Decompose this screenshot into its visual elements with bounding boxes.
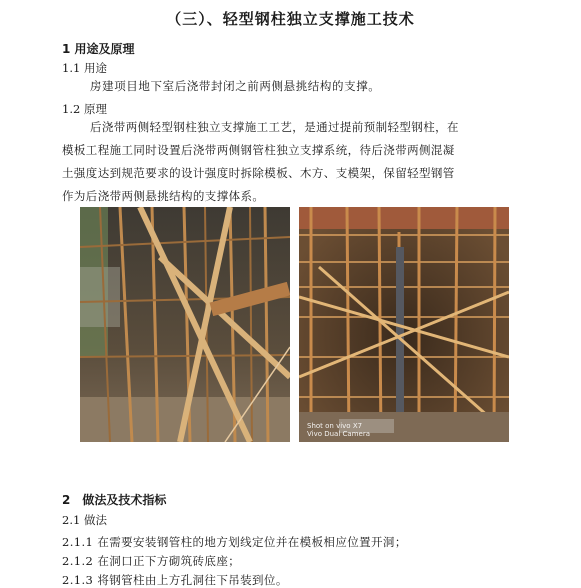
principle-line-4: 作为后浇带两侧悬挑结构的支撑体系。 bbox=[62, 189, 265, 203]
principle-line-2: 模板工程施工同时设置后浇带两侧钢管柱独立支撑系统，待后浇带两侧混凝 bbox=[62, 143, 455, 157]
section-2-1-label: 2.1 做法 bbox=[62, 513, 107, 527]
photo-watermark: Shot on vivo X7 Vivo Dual Camera bbox=[307, 422, 370, 438]
step-2-1-1: 2.1.1 在需要安装钢管柱的地方划线定位并在模板相应位置开洞； bbox=[62, 535, 407, 549]
section-1-1-label: 1.1 用途 bbox=[62, 61, 107, 75]
principle-line-1: 后浇带两侧轻型钢柱独立支撑施工工艺，是通过提前预制轻型钢柱，在 bbox=[90, 120, 459, 134]
formwork-support-photo bbox=[299, 207, 509, 442]
section-2-heading: 2 做法及技术指标 bbox=[62, 493, 167, 507]
construction-scaffold-photo bbox=[80, 207, 290, 442]
step-2-1-3: 2.1.3 将钢管柱由上方孔洞往下吊装到位。 bbox=[62, 573, 288, 587]
step-2-1-2: 2.1.2 在洞口正下方砌筑砖底座； bbox=[62, 554, 241, 568]
page-title: （三）、轻型钢柱独立支撑施工技术 bbox=[166, 10, 415, 28]
section-1-heading: 1 用途及原理 bbox=[62, 42, 135, 56]
section-1-1-text: 房建项目地下室后浇带封闭之前两侧悬挑结构的支撑。 bbox=[90, 79, 381, 93]
principle-line-3: 土强度达到规范要求的设计强度时拆除模板、木方、支模架，保留轻型钢管 bbox=[62, 166, 455, 180]
section-1-2-label: 1.2 原理 bbox=[62, 102, 107, 116]
